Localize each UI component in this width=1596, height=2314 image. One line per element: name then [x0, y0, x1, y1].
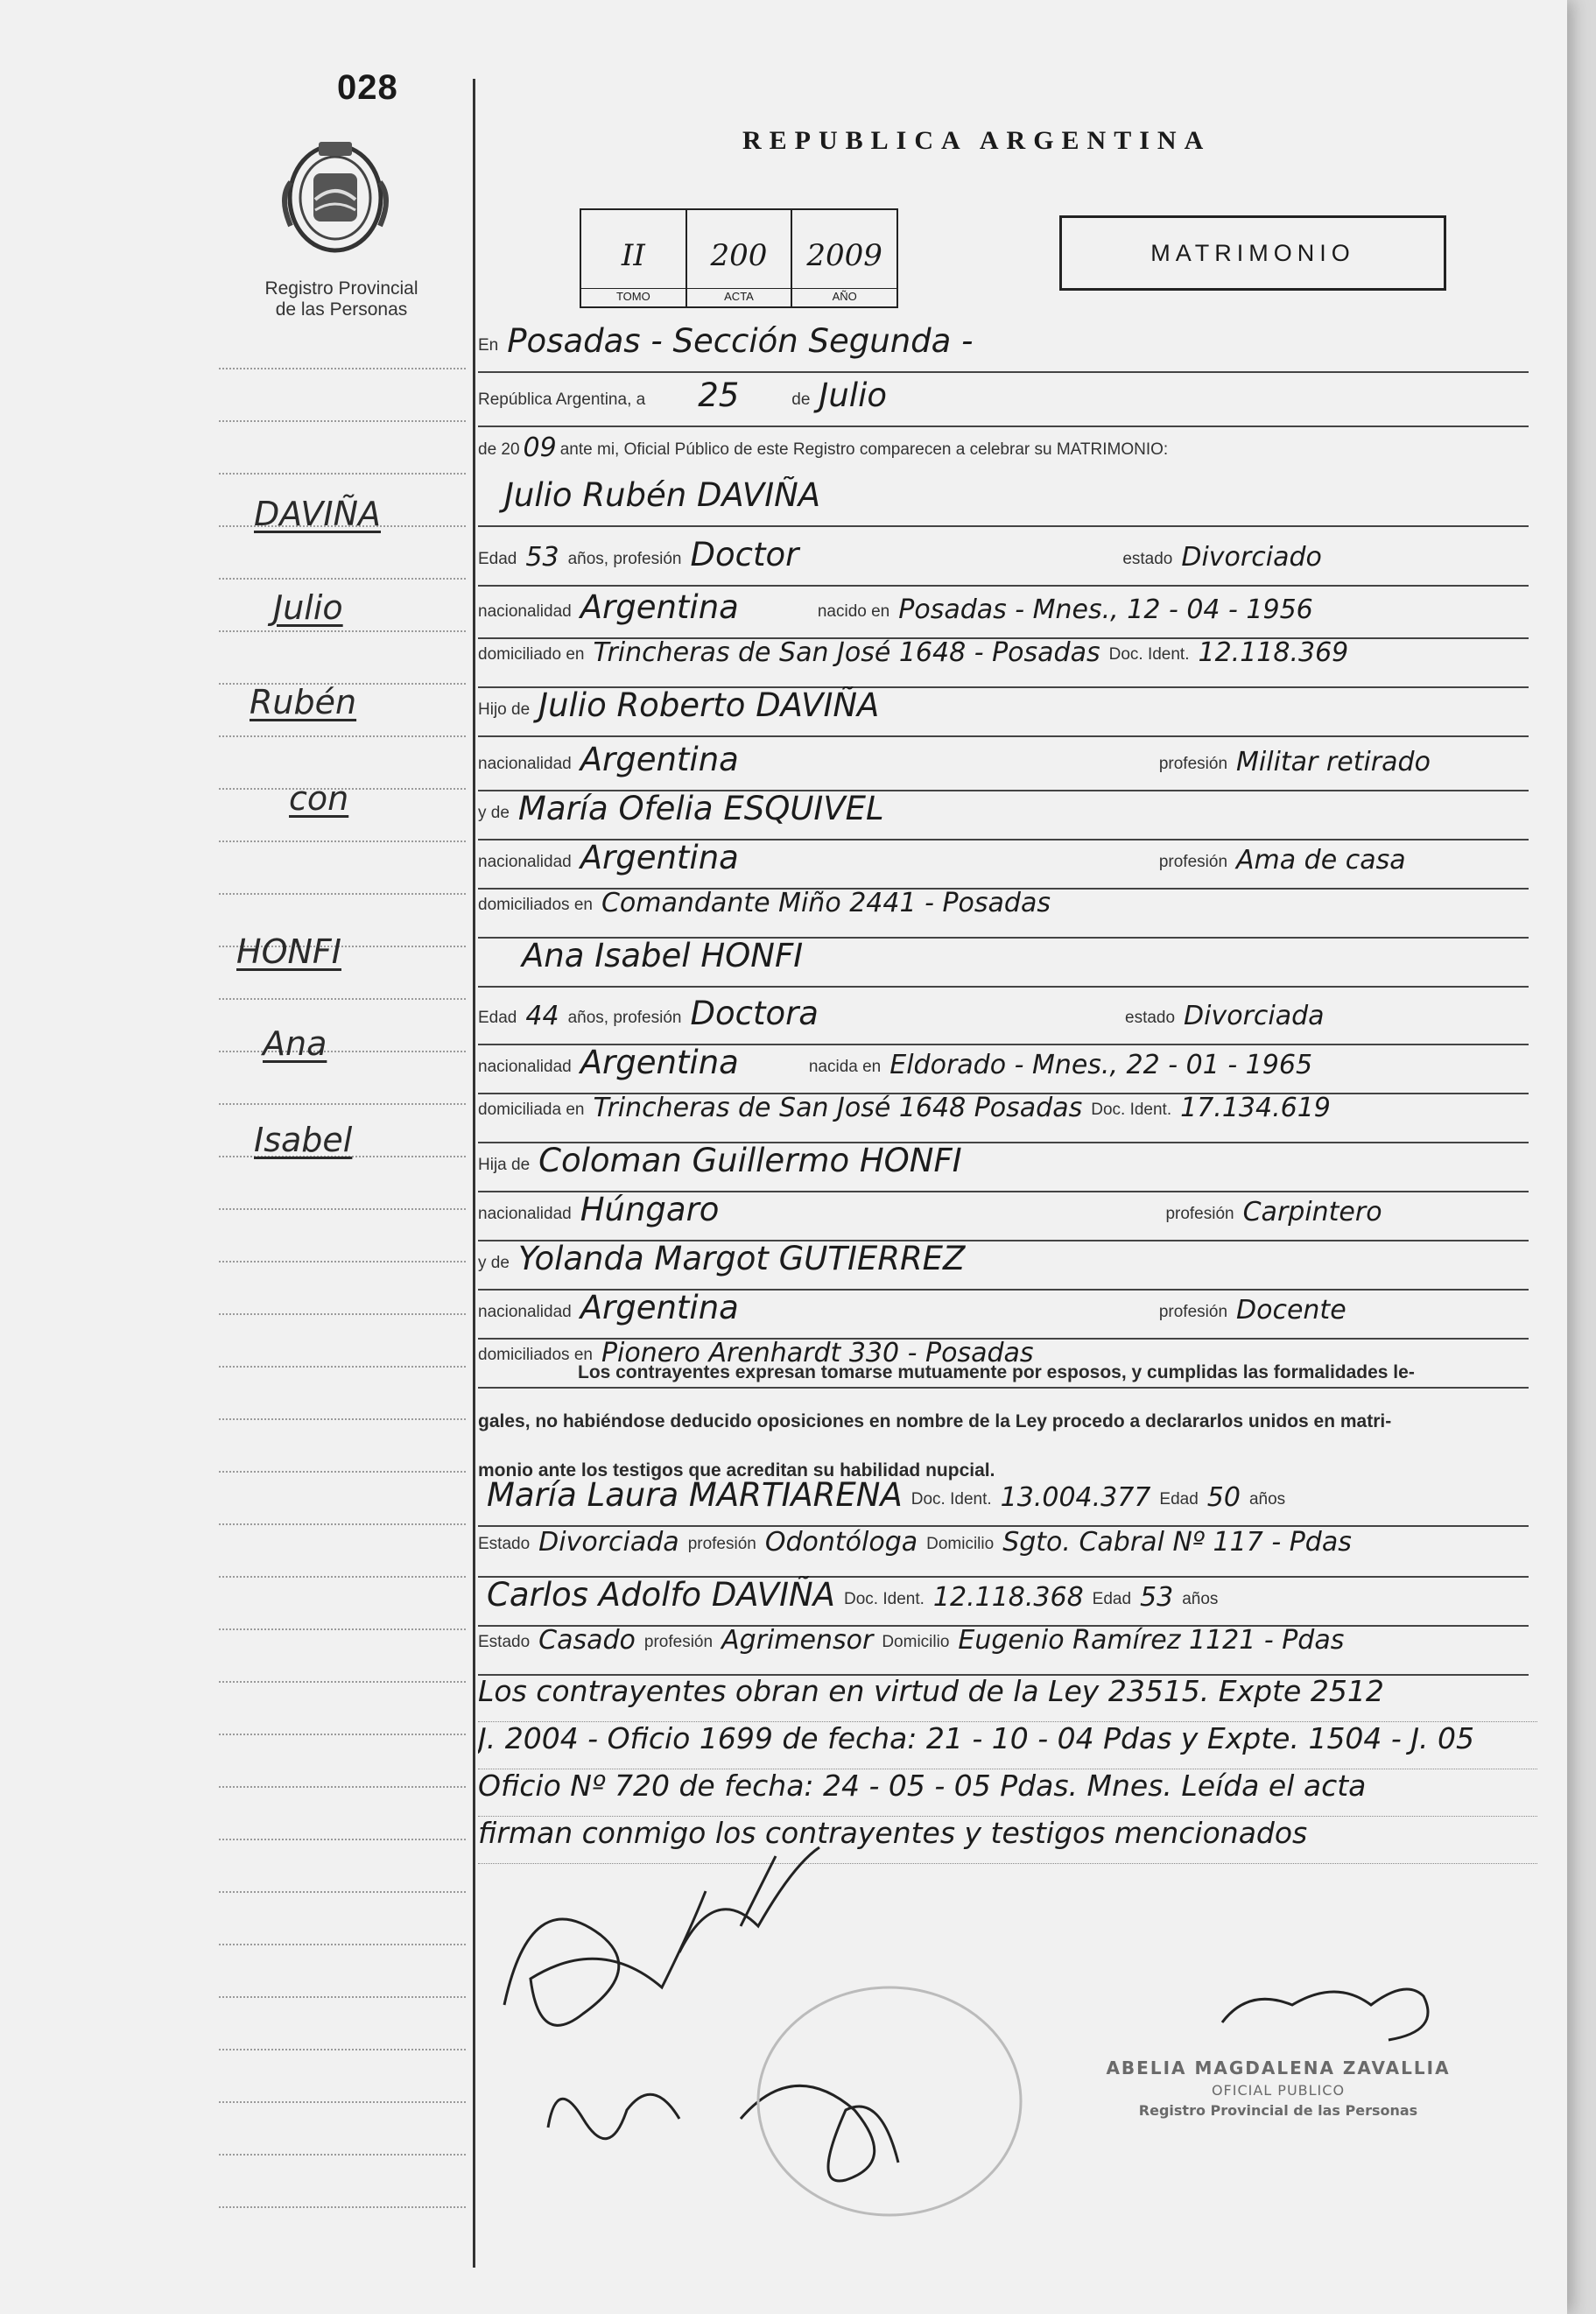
margin-rule [219, 1418, 466, 1420]
bride-parents-address: Pionero Arenhardt 330 - Posadas [601, 1338, 1034, 1368]
bride-address-line: domiciliada en Trincheras de San José 1648 Posadas Doc. Ident. 17.134.619 [478, 1093, 1529, 1143]
tomo-cell [581, 210, 687, 306]
year-value: 09 [523, 433, 557, 463]
bride-doc: 17.134.619 [1180, 1093, 1331, 1123]
witness1-details-line: Estado Divorciada profesión Odontóloga Domicilio Sgto. Cabral Nº 117 - Pdas [478, 1527, 1529, 1578]
signature-official [1222, 1989, 1428, 2040]
witness2-name: Carlos Adolfo DAVIÑA [487, 1576, 835, 1614]
place-value: Posadas - Sección Segunda - [507, 322, 974, 360]
declaration-line-2: gales, no habiéndose deducido oposiciones en nombre de la Ley procedo a declararlos unidos en matri- [478, 1411, 1392, 1431]
witness2-details-line: Estado Casado profesión Agrimensor Domicilio Eugenio Ramírez 1121 - Pdas [478, 1625, 1529, 1676]
margin-rule [219, 1051, 466, 1052]
bride-status: Divorciada [1184, 1001, 1325, 1031]
witness2-status: Casado [538, 1625, 636, 1656]
signature-witness1 [548, 2094, 679, 2139]
margin-rule [219, 1628, 466, 1630]
margin-rule [219, 1471, 466, 1473]
witness1-profession: Odontóloga [764, 1527, 918, 1558]
margin-rule [219, 420, 466, 422]
witness1-doc: 13.004.377 [1000, 1482, 1151, 1513]
bride-profession: Doctora [690, 995, 819, 1032]
witness2-name-line: Carlos Adolfo DAVIÑA Doc. Ident. 12.118.368 Edad 53 años [478, 1576, 1529, 1627]
act-number-box [580, 208, 898, 308]
year-line: de 20 09 ante mi, Oficial Público de este Registro comparecen a celebrar su MATRIMONIO: [478, 433, 1169, 463]
groom-father: Julio Roberto DAVIÑA [538, 686, 880, 724]
margin-first-name-groom: Julio [273, 588, 343, 627]
witness2-age: 53 [1140, 1582, 1174, 1613]
acta-value: 200 [710, 238, 768, 273]
tomo-value: II [621, 238, 645, 273]
groom-father-nationality: Argentina [580, 741, 739, 778]
notes-line-4: firman conmigo los contrayentes y testigos mencionados [478, 1816, 1537, 1864]
groom-father-line: Hijo de Julio Roberto DAVIÑA [478, 686, 1529, 737]
groom-birthplace: Posadas - Mnes., 12 - 04 - 1956 [898, 594, 1313, 625]
groom-address: Trincheras de San José 1648 - Posadas [593, 637, 1100, 668]
bride-address: Trincheras de San José 1648 Posadas [593, 1093, 1083, 1123]
margin-rule [219, 1786, 466, 1788]
page-number: 028 [337, 68, 398, 107]
groom-nationality-line: nacionalidad Argentina nacido en Posadas - Mnes., 12 - 04 - 1956 [478, 588, 1529, 639]
margin-rule [219, 1996, 466, 1998]
bride-mother-nationality: Argentina [580, 1289, 739, 1326]
groom-parents-address: Comandante Miño 2441 - Posadas [601, 888, 1051, 918]
official-stamp: ABELIA MAGDALENA ZAVALLIA OFICIAL PUBLICO Registro Provincial de las Personas [1106, 2057, 1451, 2119]
acta-label: ACTA [687, 288, 791, 303]
groom-age-line: Edad 53 años, profesión Doctor estado Divorciado [478, 536, 1529, 587]
coat-of-arms-seal-icon [278, 130, 392, 261]
margin-rule [219, 998, 466, 1000]
margin-divider [473, 79, 475, 2268]
margin-rule [219, 1734, 466, 1735]
margin-column [0, 0, 473, 2314]
witness1-age: 50 [1206, 1482, 1241, 1513]
signatures-area [478, 1830, 1546, 2224]
declaration-line-1: Los contrayentes expresan tomarse mutuamente por esposos, y cumplidas las formalidades le- [578, 1362, 1415, 1382]
bride-age: 44 [525, 1001, 559, 1031]
bride-parents-address-line: domiciliados en Pionero Arenhardt 330 - Posadas [478, 1338, 1529, 1389]
margin-rule [219, 368, 466, 369]
groom-father-nationality-line: nacionalidad Argentina profesión Militar retirado [478, 741, 1529, 791]
ano-value: 2009 [806, 238, 882, 273]
bride-name-line [478, 937, 1529, 988]
groom-nationality: Argentina [580, 588, 739, 626]
groom-mother-nationality: Argentina [580, 839, 739, 876]
notes-line-2: J. 2004 - Oficio 1699 de fecha: 21 - 10 - 04 Pdas y Expte. 1504 - J. 05 [478, 1721, 1537, 1769]
bride-age-line: Edad 44 años, profesión Doctora estado Divorciada [478, 995, 1529, 1045]
groom-name: Julio Rubén DAVIÑA [504, 476, 821, 514]
groom-age: 53 [525, 542, 559, 573]
bride-mother-nationality-line: nacionalidad Argentina profesión Docente [478, 1289, 1529, 1340]
witness1-address: Sgto. Cabral Nº 117 - Pdas [1002, 1527, 1352, 1558]
margin-rule [219, 2049, 466, 2050]
margin-rule [219, 735, 466, 737]
margin-rule [219, 1944, 466, 1945]
margin-rule [219, 893, 466, 895]
day-value: 25 [698, 376, 740, 414]
witness1-status: Divorciada [538, 1527, 679, 1558]
groom-mother-nationality-line: nacionalidad Argentina profesión Ama de casa [478, 839, 1529, 890]
date-line: República Argentina, a 25 de Julio [478, 376, 1529, 427]
margin-rule [219, 1313, 466, 1315]
ano-label: AÑO [792, 288, 896, 303]
margin-rule [219, 2206, 466, 2208]
witness2-address: Eugenio Ramírez 1121 - Pdas [958, 1625, 1345, 1656]
margin-rule [219, 1103, 466, 1105]
margin-rule [219, 473, 466, 475]
bride-mother-line: y de Yolanda Margot GUTIERREZ [478, 1240, 1529, 1291]
margin-connector: con [289, 779, 349, 818]
witness2-doc: 12.118.368 [932, 1582, 1084, 1613]
groom-status: Divorciado [1181, 542, 1322, 573]
bride-nationality-line: nacionalidad Argentina nacida en Eldorado - Mnes., 22 - 01 - 1965 [478, 1044, 1529, 1094]
groom-mother-line: y de María Ofelia ESQUIVEL [478, 790, 1529, 840]
declaration-line-3: monio ante los testigos que acreditan su habilidad nupcial. [478, 1460, 995, 1481]
margin-rule [219, 1891, 466, 1893]
margin-first-name-bride: Ana [263, 1024, 327, 1063]
registry-name: Registro Provincial de las Personas [264, 278, 418, 320]
notes-line-1: Los contrayentes obran en virtud de la Ley 23515. Expte 2512 [478, 1674, 1537, 1722]
bride-father-nationality: Húngaro [580, 1191, 720, 1228]
bride-father-profession: Carpintero [1242, 1197, 1382, 1227]
groom-mother: María Ofelia ESQUIVEL [517, 790, 884, 827]
bride-father-nationality-line: nacionalidad Húngaro profesión Carpintero [478, 1191, 1529, 1241]
official-seal-outline [758, 1987, 1021, 2215]
notes-line-3: Oficio Nº 720 de fecha: 24 - 05 - 05 Pdas. Mnes. Leída el acta [478, 1769, 1537, 1817]
margin-second-name-bride: Isabel [254, 1121, 353, 1159]
bride-birthplace: Eldorado - Mnes., 22 - 01 - 1965 [889, 1050, 1313, 1080]
page-title: REPUBLICA ARGENTINA [742, 126, 1212, 155]
margin-rule [219, 840, 466, 842]
margin-rule [219, 630, 466, 632]
groom-father-profession: Militar retirado [1236, 747, 1431, 777]
groom-doc: 12.118.369 [1198, 637, 1349, 668]
bride-nationality: Argentina [580, 1044, 739, 1081]
groom-mother-profession: Ama de casa [1236, 845, 1406, 876]
signature-bride [679, 1847, 819, 1952]
bride-father: Coloman Guillermo HONFI [538, 1142, 962, 1179]
witness1-name-line: María Laura MARTIARENA Doc. Ident. 13.004.377 Edad 50 años [478, 1476, 1529, 1527]
margin-rule [219, 1261, 466, 1263]
place-line: En Posadas - Sección Segunda - [478, 322, 1529, 373]
margin-rule [219, 1681, 466, 1683]
tomo-label: TOMO [581, 288, 686, 303]
bride-mother: Yolanda Margot GUTIERREZ [517, 1240, 966, 1277]
witness1-name: María Laura MARTIARENA [487, 1476, 903, 1514]
margin-rule [219, 1576, 466, 1578]
bride-father-line: Hija de Coloman Guillermo HONFI [478, 1142, 1529, 1192]
margin-rule [219, 1208, 466, 1210]
act-type-box: MATRIMONIO [1059, 215, 1446, 291]
witness2-profession: Agrimensor [721, 1625, 874, 1656]
signature-groom [504, 1891, 706, 2025]
margin-surname-bride: HONFI [236, 932, 341, 971]
groom-profession: Doctor [690, 536, 799, 573]
margin-rule [219, 1366, 466, 1368]
bride-mother-profession: Docente [1236, 1295, 1346, 1326]
ano-cell [792, 210, 896, 306]
bride-name: Ana Isabel HONFI [522, 937, 804, 974]
margin-rule [219, 2101, 466, 2103]
groom-name-line [478, 476, 1529, 527]
groom-parents-address-line: domiciliados en Comandante Miño 2441 - Posadas [478, 888, 1529, 939]
margin-rule [219, 1839, 466, 1840]
month-value: Julio [819, 376, 887, 414]
margin-rule [219, 578, 466, 580]
margin-surname-groom: DAVIÑA [254, 495, 381, 533]
margin-rule [219, 1523, 466, 1525]
margin-second-name-groom: Rubén [250, 683, 357, 721]
groom-address-line: domiciliado en Trincheras de San José 1648 - Posadas Doc. Ident. 12.118.369 [478, 637, 1529, 688]
margin-rule [219, 2154, 466, 2156]
acta-cell [687, 210, 793, 306]
